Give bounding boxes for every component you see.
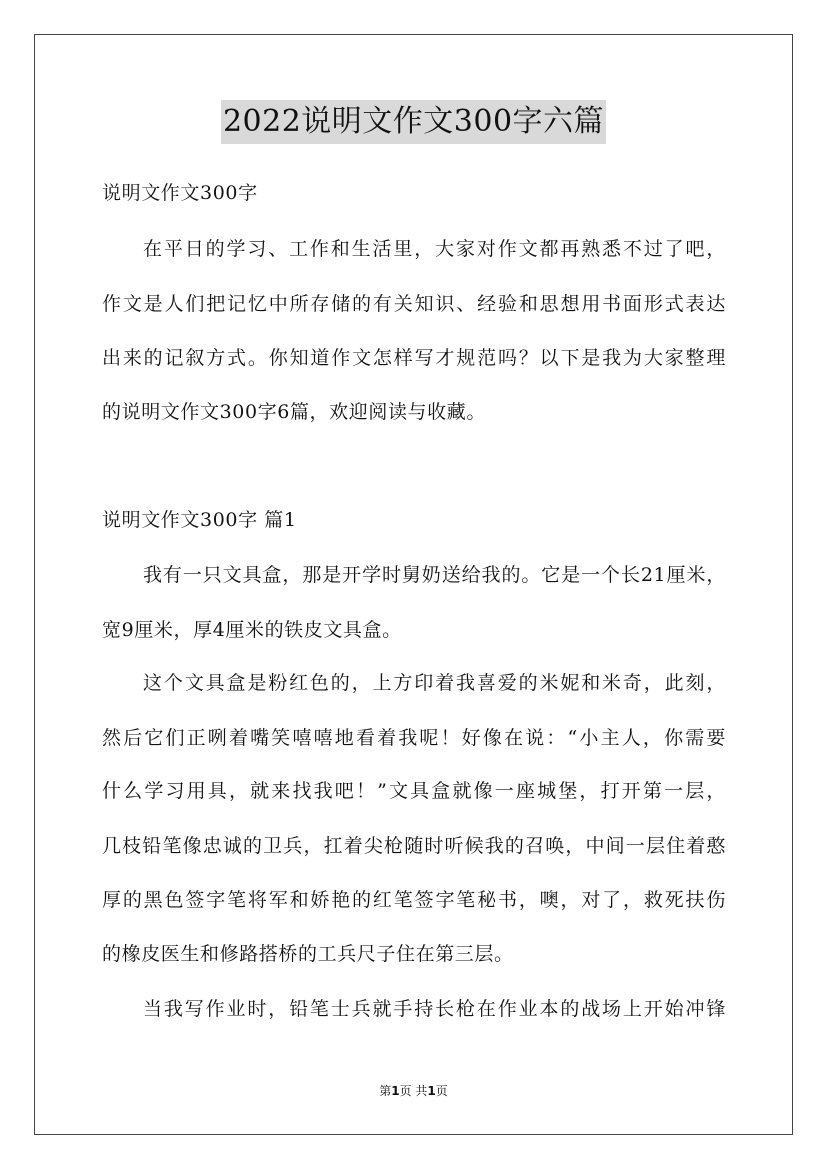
para-3-line-1: 当我写作业时，铅笔士兵就手持长枪在作业本的战场上开始冲锋 xyxy=(143,998,726,1020)
footer-mid: 页 共 xyxy=(399,1084,428,1098)
para-2-line-3: 什么学习用具，就来找我吧！”文具盒就像一座城堡，打开第一层， xyxy=(102,780,726,802)
para-1-line-2: 宽9厘米，厚4厘米的铁皮文具盒。 xyxy=(102,619,402,641)
intro-heading: 说明文作文300字 xyxy=(102,182,258,204)
footer-suffix: 页 xyxy=(435,1084,448,1098)
intro-line-2: 作文是人们把记忆中所存储的有关知识、经验和思想用书面形式表达 xyxy=(102,293,726,315)
intro-line-3: 出来的记叙方式。你知道作文怎样写才规范吗？以下是我为大家整理 xyxy=(102,347,726,369)
para-2-line-4: 几枝铅笔像忠诚的卫兵，扛着尖枪随时听候我的召唤，中间一层住着憨 xyxy=(102,835,726,857)
title-container xyxy=(0,100,827,144)
document-title: 2022说明文作文300字六篇 xyxy=(221,100,606,144)
section-1-heading: 说明文作文300字 篇1 xyxy=(102,509,297,531)
para-2-line-5: 厚的黑色签字笔将军和娇艳的红笔签字笔秘书，噢，对了，救死扶伤 xyxy=(102,889,726,911)
footer-page-total: 1 xyxy=(427,1084,436,1098)
intro-line-1: 在平日的学习、工作和生活里，大家对作文都再熟悉不过了吧， xyxy=(143,238,726,260)
page-footer xyxy=(0,1082,827,1099)
para-1-line-1: 我有一只文具盒，那是开学时舅奶送给我的。它是一个长21厘米， xyxy=(143,564,726,586)
footer-prefix: 第 xyxy=(379,1084,392,1098)
intro-line-4: 的说明文作文300字6篇，欢迎阅读与收藏。 xyxy=(102,401,486,423)
footer-page-number: 1 xyxy=(391,1084,400,1098)
para-2-line-6: 的橡皮医生和修路搭桥的工兵尺子住在第三层。 xyxy=(102,943,514,965)
para-2-line-2: 然后它们正咧着嘴笑嘻嘻地看着我呢！好像在说：“小主人，你需要 xyxy=(102,727,726,749)
para-2-line-1: 这个文具盒是粉红色的，上方印着我喜爱的米妮和米奇，此刻， xyxy=(143,672,726,694)
